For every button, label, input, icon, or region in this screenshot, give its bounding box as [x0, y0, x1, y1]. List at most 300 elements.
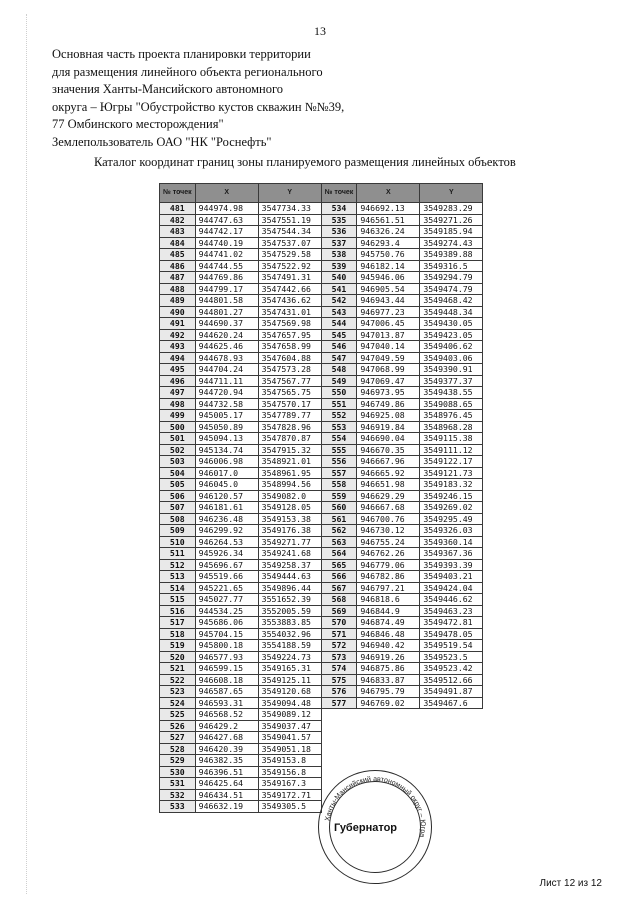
table-row: [160, 387, 483, 399]
y-cell: 3549088.65: [420, 398, 483, 410]
y-cell: 3549438.55: [420, 387, 483, 399]
y-cell: 3549896.44: [258, 582, 321, 594]
x-cell: 945686.06: [195, 617, 258, 629]
x-cell: 946977.23: [357, 306, 420, 318]
header-line: округа – Югры "Обустройство кустов скважин №№39,: [52, 99, 345, 114]
y-cell: 3548976.45: [420, 410, 483, 422]
y-cell: 3549523.5: [420, 651, 483, 663]
x-cell: 946769.02: [357, 697, 420, 709]
table-row: [160, 720, 483, 732]
x-cell: 946264.53: [195, 536, 258, 548]
x-cell: 946587.65: [195, 686, 258, 698]
table-row: [160, 398, 483, 410]
y-cell: 3549082.0: [258, 490, 321, 502]
x-cell: 945027.77: [195, 594, 258, 606]
point-number-cell: 567: [321, 582, 357, 594]
point-number-cell: 526: [160, 720, 196, 732]
y-cell: 3549512.66: [420, 674, 483, 686]
point-number-cell: 527: [160, 732, 196, 744]
y-cell: 3547442.66: [258, 283, 321, 295]
x-cell: 944732.58: [195, 398, 258, 410]
y-cell: 3549478.05: [420, 628, 483, 640]
x-cell: 946045.0: [195, 479, 258, 491]
x-cell: 946943.44: [357, 295, 420, 307]
x-cell: 944769.86: [195, 272, 258, 284]
x-cell: 946730.12: [357, 525, 420, 537]
point-number-cell: 501: [160, 433, 196, 445]
point-number-cell: 565: [321, 559, 357, 571]
empty-cell: [357, 743, 420, 755]
table-row: [160, 732, 483, 744]
y-cell: 3549446.62: [420, 594, 483, 606]
table-row: [160, 249, 483, 261]
point-number-cell: 514: [160, 582, 196, 594]
empty-cell: [420, 743, 483, 755]
y-cell: 3547529.58: [258, 249, 321, 261]
point-number-cell: 481: [160, 203, 196, 215]
y-cell: 3549094.48: [258, 697, 321, 709]
point-number-cell: 556: [321, 456, 357, 468]
header-line: Землепользователь ОАО "НК "Роснефть": [52, 134, 272, 149]
point-number-cell: 577: [321, 697, 357, 709]
y-cell: 3551652.39: [258, 594, 321, 606]
point-number-cell: 559: [321, 490, 357, 502]
x-cell: 944720.94: [195, 387, 258, 399]
x-cell: 946425.64: [195, 778, 258, 790]
x-cell: 947068.99: [357, 364, 420, 376]
x-cell: 945704.15: [195, 628, 258, 640]
empty-cell: [420, 720, 483, 732]
point-number-cell: 562: [321, 525, 357, 537]
y-cell: 3549393.39: [420, 559, 483, 571]
y-cell: 3547870.87: [258, 433, 321, 445]
x-cell: 946762.26: [357, 548, 420, 560]
table-row: [160, 743, 483, 755]
table-row: [160, 306, 483, 318]
point-number-cell: 540: [321, 272, 357, 284]
point-number-cell: 512: [160, 559, 196, 571]
point-number-cell: 504: [160, 467, 196, 479]
x-cell: 946844.9: [357, 605, 420, 617]
point-number-cell: 574: [321, 663, 357, 675]
point-number-cell: 513: [160, 571, 196, 583]
x-cell: 945946.06: [357, 272, 420, 284]
y-cell: 3547657.95: [258, 329, 321, 341]
y-cell: 3549111.12: [420, 444, 483, 456]
table-row: [160, 571, 483, 583]
table-row: [160, 674, 483, 686]
y-cell: 3549283.29: [420, 203, 483, 215]
point-number-cell: 542: [321, 295, 357, 307]
x-cell: 945696.67: [195, 559, 258, 571]
x-cell: 946846.48: [357, 628, 420, 640]
point-number-cell: 572: [321, 640, 357, 652]
y-cell: 3549274.43: [420, 237, 483, 249]
y-cell: 3549519.54: [420, 640, 483, 652]
y-cell: 3549360.14: [420, 536, 483, 548]
point-number-cell: 533: [160, 801, 196, 813]
header-point-number: № точек: [321, 184, 357, 203]
point-number-cell: 502: [160, 444, 196, 456]
x-cell: 944534.25: [195, 605, 258, 617]
x-cell: 946017.0: [195, 467, 258, 479]
y-cell: 3547604.88: [258, 352, 321, 364]
x-cell: 946667.68: [357, 502, 420, 514]
point-number-cell: 494: [160, 352, 196, 364]
x-cell: 944711.11: [195, 375, 258, 387]
y-cell: 3549523.42: [420, 663, 483, 675]
y-cell: 3549121.73: [420, 467, 483, 479]
x-cell: 945050.89: [195, 421, 258, 433]
empty-cell: [321, 720, 357, 732]
point-number-cell: 551: [321, 398, 357, 410]
x-cell: 944747.63: [195, 214, 258, 226]
y-cell: 3549185.94: [420, 226, 483, 238]
x-cell: 946629.29: [357, 490, 420, 502]
point-number-cell: 496: [160, 375, 196, 387]
x-cell: 946833.87: [357, 674, 420, 686]
table-row: [160, 548, 483, 560]
table-row: [160, 502, 483, 514]
y-cell: 3549128.05: [258, 502, 321, 514]
y-cell: 3547658.99: [258, 341, 321, 353]
table-row: [160, 709, 483, 721]
table-row: [160, 663, 483, 675]
x-cell: 946670.35: [357, 444, 420, 456]
point-number-cell: 575: [321, 674, 357, 686]
table-row: [160, 651, 483, 663]
x-cell: 945134.74: [195, 444, 258, 456]
empty-cell: [357, 709, 420, 721]
table-row: [160, 272, 483, 284]
table-row: [160, 605, 483, 617]
table-row: [160, 226, 483, 238]
point-number-cell: 484: [160, 237, 196, 249]
y-cell: 3547431.01: [258, 306, 321, 318]
y-cell: 3547789.77: [258, 410, 321, 422]
x-cell: 946434.51: [195, 789, 258, 801]
sheet-footer: Лист 12 из 12: [539, 878, 602, 889]
point-number-cell: 568: [321, 594, 357, 606]
table-row: [160, 433, 483, 445]
point-number-cell: 488: [160, 283, 196, 295]
x-cell: 946382.35: [195, 755, 258, 767]
y-cell: 3549467.6: [420, 697, 483, 709]
y-cell: 3549377.37: [420, 375, 483, 387]
x-cell: 946690.04: [357, 433, 420, 445]
table-row: [160, 559, 483, 571]
empty-cell: [420, 709, 483, 721]
y-cell: 3549444.63: [258, 571, 321, 583]
x-cell: 946749.86: [357, 398, 420, 410]
x-cell: 944801.27: [195, 306, 258, 318]
y-cell: 3548921.01: [258, 456, 321, 468]
point-number-cell: 518: [160, 628, 196, 640]
x-cell: 946561.51: [357, 214, 420, 226]
y-cell: 3549423.05: [420, 329, 483, 341]
point-number-cell: 503: [160, 456, 196, 468]
y-cell: 3549167.3: [258, 778, 321, 790]
y-cell: 3549258.37: [258, 559, 321, 571]
x-cell: 945750.76: [357, 249, 420, 261]
y-cell: 3547828.96: [258, 421, 321, 433]
x-cell: 946632.19: [195, 801, 258, 813]
y-cell: 3547570.17: [258, 398, 321, 410]
y-cell: 3549491.87: [420, 686, 483, 698]
table-row: [160, 513, 483, 525]
y-cell: 3549089.12: [258, 709, 321, 721]
y-cell: 3549403.21: [420, 571, 483, 583]
document-header: [52, 46, 344, 151]
point-number-cell: 492: [160, 329, 196, 341]
y-cell: 3549271.77: [258, 536, 321, 548]
y-cell: 3547567.77: [258, 375, 321, 387]
x-cell: 946818.6: [357, 594, 420, 606]
table-row: [160, 203, 483, 215]
table-row: [160, 375, 483, 387]
table-row: [160, 364, 483, 376]
table-row: [160, 617, 483, 629]
point-number-cell: 566: [321, 571, 357, 583]
point-number-cell: 536: [321, 226, 357, 238]
x-cell: 945005.17: [195, 410, 258, 422]
table-row: [160, 594, 483, 606]
y-cell: 3547522.92: [258, 260, 321, 272]
y-cell: 3549246.15: [420, 490, 483, 502]
x-cell: 944704.24: [195, 364, 258, 376]
point-number-cell: 487: [160, 272, 196, 284]
header-point-number: № точек: [160, 184, 196, 203]
point-number-cell: 549: [321, 375, 357, 387]
point-number-cell: 560: [321, 502, 357, 514]
header-line: 77 Омбинского месторождения": [52, 117, 224, 131]
empty-cell: [321, 709, 357, 721]
x-cell: 946599.15: [195, 663, 258, 675]
y-cell: 3549165.31: [258, 663, 321, 675]
y-cell: 3549122.17: [420, 456, 483, 468]
point-number-cell: 517: [160, 617, 196, 629]
x-cell: 946299.92: [195, 525, 258, 537]
point-number-cell: 535: [321, 214, 357, 226]
table-row: [160, 260, 483, 272]
point-number-cell: 495: [160, 364, 196, 376]
y-cell: 3549115.38: [420, 433, 483, 445]
point-number-cell: 548: [321, 364, 357, 376]
y-cell: 3549051.18: [258, 743, 321, 755]
point-number-cell: 557: [321, 467, 357, 479]
point-number-cell: 553: [321, 421, 357, 433]
y-cell: 3549224.73: [258, 651, 321, 663]
x-cell: 946120.57: [195, 490, 258, 502]
y-cell: 3549424.04: [420, 582, 483, 594]
y-cell: 3548994.56: [258, 479, 321, 491]
x-cell: 944799.17: [195, 283, 258, 295]
table-row: [160, 467, 483, 479]
table-row: [160, 640, 483, 652]
header-y: Y: [258, 184, 321, 203]
y-cell: 3549367.36: [420, 548, 483, 560]
header-x: X: [195, 184, 258, 203]
point-number-cell: 558: [321, 479, 357, 491]
table-row: [160, 456, 483, 468]
y-cell: 3547436.62: [258, 295, 321, 307]
point-number-cell: 576: [321, 686, 357, 698]
point-number-cell: 485: [160, 249, 196, 261]
y-cell: 3549041.57: [258, 732, 321, 744]
point-number-cell: 510: [160, 536, 196, 548]
x-cell: 946667.96: [357, 456, 420, 468]
point-number-cell: 561: [321, 513, 357, 525]
table-row: [160, 755, 483, 767]
y-cell: 3549406.62: [420, 341, 483, 353]
table-row: [160, 329, 483, 341]
x-cell: 944690.37: [195, 318, 258, 330]
table-row: [160, 686, 483, 698]
table-body: [160, 203, 483, 813]
empty-cell: [357, 755, 420, 767]
y-cell: 3549172.71: [258, 789, 321, 801]
point-number-cell: 555: [321, 444, 357, 456]
table-row: [160, 214, 483, 226]
point-number-cell: 490: [160, 306, 196, 318]
point-number-cell: 516: [160, 605, 196, 617]
point-number-cell: 519: [160, 640, 196, 652]
x-cell: 946782.86: [357, 571, 420, 583]
x-cell: 946651.98: [357, 479, 420, 491]
x-cell: 947040.14: [357, 341, 420, 353]
point-number-cell: 531: [160, 778, 196, 790]
x-cell: 946797.21: [357, 582, 420, 594]
point-number-cell: 493: [160, 341, 196, 353]
point-number-cell: 539: [321, 260, 357, 272]
y-cell: 3549156.8: [258, 766, 321, 778]
x-cell: 944620.24: [195, 329, 258, 341]
y-cell: 3554032.96: [258, 628, 321, 640]
point-number-cell: 550: [321, 387, 357, 399]
point-number-cell: 489: [160, 295, 196, 307]
y-cell: 3548961.95: [258, 467, 321, 479]
y-cell: 3547569.98: [258, 318, 321, 330]
table-row: [160, 479, 483, 491]
x-cell: 945221.65: [195, 582, 258, 594]
point-number-cell: 523: [160, 686, 196, 698]
point-number-cell: 552: [321, 410, 357, 422]
x-cell: 946779.06: [357, 559, 420, 571]
point-number-cell: 486: [160, 260, 196, 272]
point-number-cell: 570: [321, 617, 357, 629]
y-cell: 3549390.91: [420, 364, 483, 376]
y-cell: 3549037.47: [258, 720, 321, 732]
point-number-cell: 544: [321, 318, 357, 330]
y-cell: 3547915.32: [258, 444, 321, 456]
x-cell: 946940.42: [357, 640, 420, 652]
point-number-cell: 537: [321, 237, 357, 249]
y-cell: 3554188.59: [258, 640, 321, 652]
header-x: X: [357, 184, 420, 203]
x-cell: 945800.18: [195, 640, 258, 652]
x-cell: 946182.14: [357, 260, 420, 272]
point-number-cell: 507: [160, 502, 196, 514]
header-line: значения Ханты-Мансийского автономного: [52, 82, 284, 96]
point-number-cell: 483: [160, 226, 196, 238]
y-cell: 3548968.28: [420, 421, 483, 433]
y-cell: 3549294.79: [420, 272, 483, 284]
point-number-cell: 532: [160, 789, 196, 801]
y-cell: 3549125.11: [258, 674, 321, 686]
x-cell: 946236.48: [195, 513, 258, 525]
x-cell: 947069.47: [357, 375, 420, 387]
header-line: Основная часть проекта планировки территории: [52, 47, 311, 61]
x-cell: 944742.17: [195, 226, 258, 238]
empty-cell: [357, 732, 420, 744]
y-cell: 3547734.33: [258, 203, 321, 215]
point-number-cell: 554: [321, 433, 357, 445]
y-cell: 3547544.34: [258, 226, 321, 238]
table-row: [160, 444, 483, 456]
table-row: [160, 283, 483, 295]
y-cell: 3549468.42: [420, 295, 483, 307]
y-cell: 3549316.5: [420, 260, 483, 272]
x-cell: 946420.39: [195, 743, 258, 755]
x-cell: 946427.68: [195, 732, 258, 744]
x-cell: 944744.55: [195, 260, 258, 272]
table-row: [160, 237, 483, 249]
x-cell: 946919.84: [357, 421, 420, 433]
point-number-cell: 506: [160, 490, 196, 502]
table-header-row: [160, 184, 483, 203]
y-cell: 3547491.31: [258, 272, 321, 284]
x-cell: 945519.66: [195, 571, 258, 583]
y-cell: 3549472.81: [420, 617, 483, 629]
y-cell: 3549153.8: [258, 755, 321, 767]
x-cell: 946692.13: [357, 203, 420, 215]
point-number-cell: 515: [160, 594, 196, 606]
catalog-title: Каталог координат границ зоны планируемого размещения линейных объектов: [94, 155, 516, 169]
y-cell: 3547565.75: [258, 387, 321, 399]
x-cell: 945094.13: [195, 433, 258, 445]
table-row: [160, 490, 483, 502]
x-cell: 946925.08: [357, 410, 420, 422]
x-cell: 944741.02: [195, 249, 258, 261]
point-number-cell: 534: [321, 203, 357, 215]
x-cell: 946593.31: [195, 697, 258, 709]
x-cell: 946326.24: [357, 226, 420, 238]
x-cell: 946608.18: [195, 674, 258, 686]
y-cell: 3549305.5: [258, 801, 321, 813]
table-row: [160, 536, 483, 548]
x-cell: 947013.87: [357, 329, 420, 341]
x-cell: 944625.46: [195, 341, 258, 353]
point-number-cell: 547: [321, 352, 357, 364]
x-cell: 946755.24: [357, 536, 420, 548]
point-number-cell: 509: [160, 525, 196, 537]
x-cell: 946293.4: [357, 237, 420, 249]
y-cell: 3549295.49: [420, 513, 483, 525]
point-number-cell: 521: [160, 663, 196, 675]
point-number-cell: 546: [321, 341, 357, 353]
point-number-cell: 538: [321, 249, 357, 261]
table-row: [160, 410, 483, 422]
point-number-cell: 563: [321, 536, 357, 548]
table-row: [160, 341, 483, 353]
table-row: [160, 582, 483, 594]
seal-ring-label: Ханты-Мансийский автономный округ – Югра: [324, 775, 427, 838]
x-cell: 946568.52: [195, 709, 258, 721]
empty-cell: [321, 732, 357, 744]
point-number-cell: 508: [160, 513, 196, 525]
y-cell: 3549183.32: [420, 479, 483, 491]
table-row: [160, 697, 483, 709]
